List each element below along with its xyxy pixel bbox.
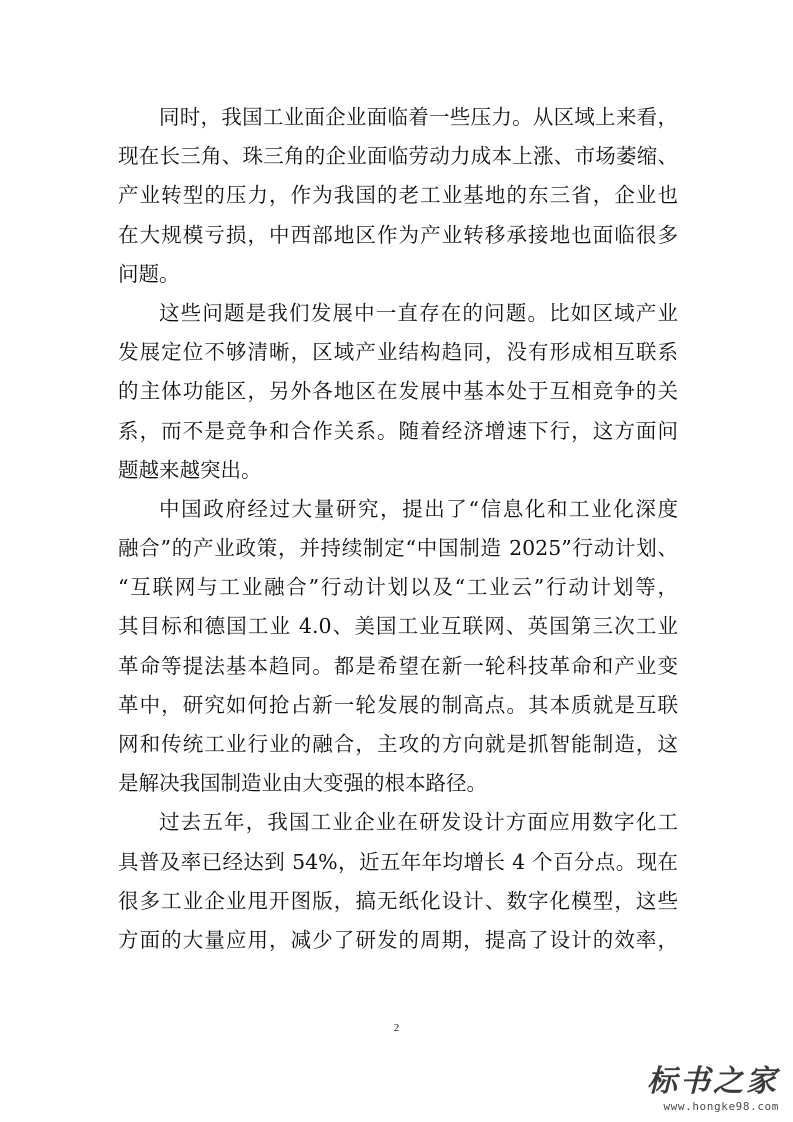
- text-line: 具普及率已经达到 54%，近五年年均增长 4 个百分点。现在: [118, 849, 678, 874]
- text-line: 方面的大量应用，减少了研发的周期，提高了设计的效率，: [118, 927, 678, 952]
- text-line: “互联网与工业融合”行动计划以及“工业云”行动计划等，: [118, 575, 678, 600]
- watermark-title: 标书之家: [647, 1064, 779, 1099]
- text-line: 问题。: [118, 261, 180, 286]
- text-line: 系，而不是竞争和合作关系。随着经济增速下行，这方面问: [118, 418, 678, 443]
- text-line: 产业转型的压力，作为我国的老工业基地的东三省，企业也: [118, 183, 678, 208]
- text-line: 题越来越突出。: [118, 457, 262, 482]
- text-line: 发展定位不够清晰，区域产业结构趋同，没有形成相互联系: [118, 340, 678, 365]
- text-line: 中国政府经过大量研究，提出了“信息化和工业化深度: [159, 496, 678, 521]
- text-line: 这些问题是我们发展中一直存在的问题。比如区域产业: [159, 300, 678, 325]
- watermark-url: www.hongke98.com: [663, 1100, 779, 1113]
- text-line: 的主体功能区，另外各地区在发展中基本处于互相竞争的关: [118, 379, 678, 404]
- text-line: 革中，研究如何抢占新一轮发展的制高点。其本质就是互联: [118, 692, 678, 717]
- text-line: 同时，我国工业面企业面临着一些压力。从区域上来看，: [159, 105, 678, 129]
- text-line: 革命等提法基本趋同。都是希望在新一轮科技革命和产业变: [118, 653, 678, 678]
- text-line: 是解决我国制造业由大变强的根本路径。: [118, 771, 487, 796]
- text-line: 网和传统工业行业的融合，主攻的方向就是抓智能制造，这: [118, 732, 678, 756]
- text-line: 过去五年，我国工业企业在研发设计方面应用数字化工: [159, 810, 678, 835]
- watermark-logo: [619, 1064, 779, 1114]
- text-line: 在大规模亏损，中西部地区作为产业转移承接地也面临很多: [118, 222, 678, 247]
- text-line: 其目标和德国工业 4.0、美国工业互联网、英国第三次工业: [118, 614, 678, 639]
- text-line: 很多工业企业甩开图版，搞无纸化设计、数字化模型，这些: [118, 888, 678, 913]
- text-line: 现在长三角、珠三角的企业面临劳动力成本上涨、市场萎缩、: [118, 144, 678, 169]
- page-number: 2: [393, 1022, 400, 1034]
- body-text: [118, 98, 678, 960]
- text-line: 融合”的产业政策，并持续制定“中国制造 2025”行动计划、: [118, 536, 678, 561]
